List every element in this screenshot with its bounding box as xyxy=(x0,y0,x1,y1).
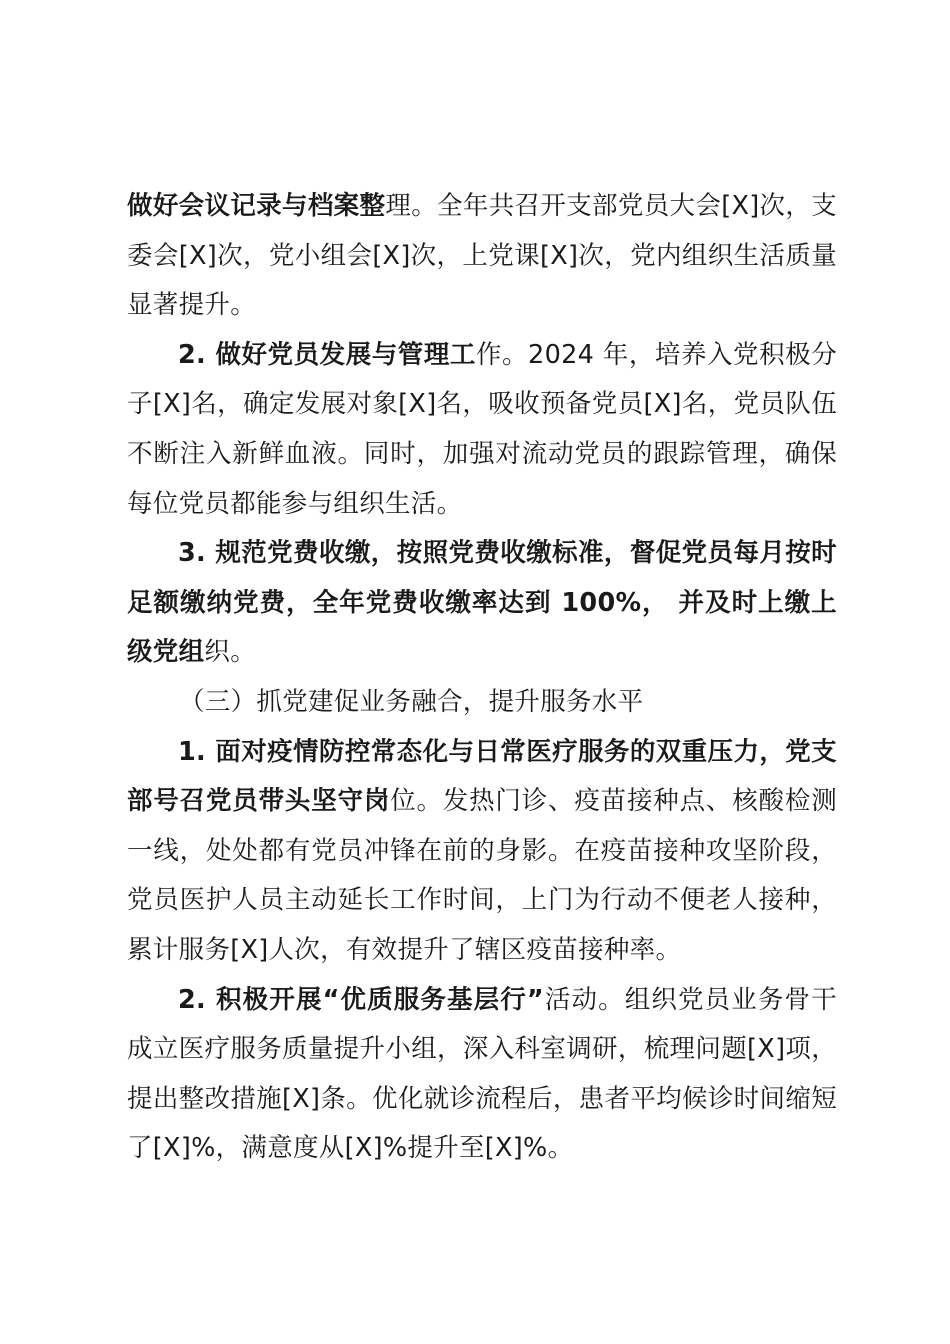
paragraph-text: 位。发热门诊、疫苗接种点、核酸检测一线，处处都有党员冲锋在前的身影。在疫苗接种攻坚阶段，党员医护人员主动延长工作时间，上门为行动不便老人接种，累计服务[X]人次，有效提升了辖区疫苗接种率。 xyxy=(127,786,837,965)
paragraph-text: 作。2024 年，培养入党积极分子[X]名，确定发展对象[X]名，吸收预备党员[X]名，党员队伍不断注入新鲜血液。同时，加强对流动党员的跟踪管理，确保每位党员都能参与组织生活。 xyxy=(127,339,837,519)
paragraph-member-development xyxy=(127,331,837,529)
paragraph-lead: 3. 规范党费收缴，按照党费收缴标准，督促党员每月按时足额缴纳党费，全年党费收缴率达到 100%， 并及时上缴上级党组 xyxy=(127,538,837,668)
paragraph-text: 理。全年共召开支部党员大会[X]次，支委会[X]次，党小组会[X]次，上党课[X]次，党内组织生活质量显著提升。 xyxy=(127,191,837,321)
paragraph-lead: 2. 做好党员发展与管理工 xyxy=(178,339,476,370)
paragraph-lead: 1. 面对疫情防控常态化与日常医疗服务的双重压力，党支部号召党员带头坚守岗 xyxy=(127,736,837,817)
paragraph-quality-service xyxy=(127,976,837,1174)
paragraph-party-dues xyxy=(127,529,837,678)
paragraph-epidemic-service xyxy=(127,728,837,976)
paragraph-meeting-records xyxy=(127,182,837,331)
document-body xyxy=(127,182,837,1174)
paragraph-lead: 做好会议记录与档案整 xyxy=(127,191,386,221)
paragraph-text: 织。 xyxy=(204,637,257,668)
paragraph-lead: 2. 积极开展“优质服务基层行” xyxy=(178,984,544,1015)
paragraph-text: 活动。组织党员业务骨干成立医疗服务质量提升小组，深入科室调研，梳理问题[X]项，提出整改措施[X]条。优化就诊流程后，患者平均候诊时间缩短了[X]%，满意度从[X]%提升至[X]%。 xyxy=(127,984,837,1164)
section-heading: （三）抓党建促业务融合，提升服务水平 xyxy=(179,686,644,717)
